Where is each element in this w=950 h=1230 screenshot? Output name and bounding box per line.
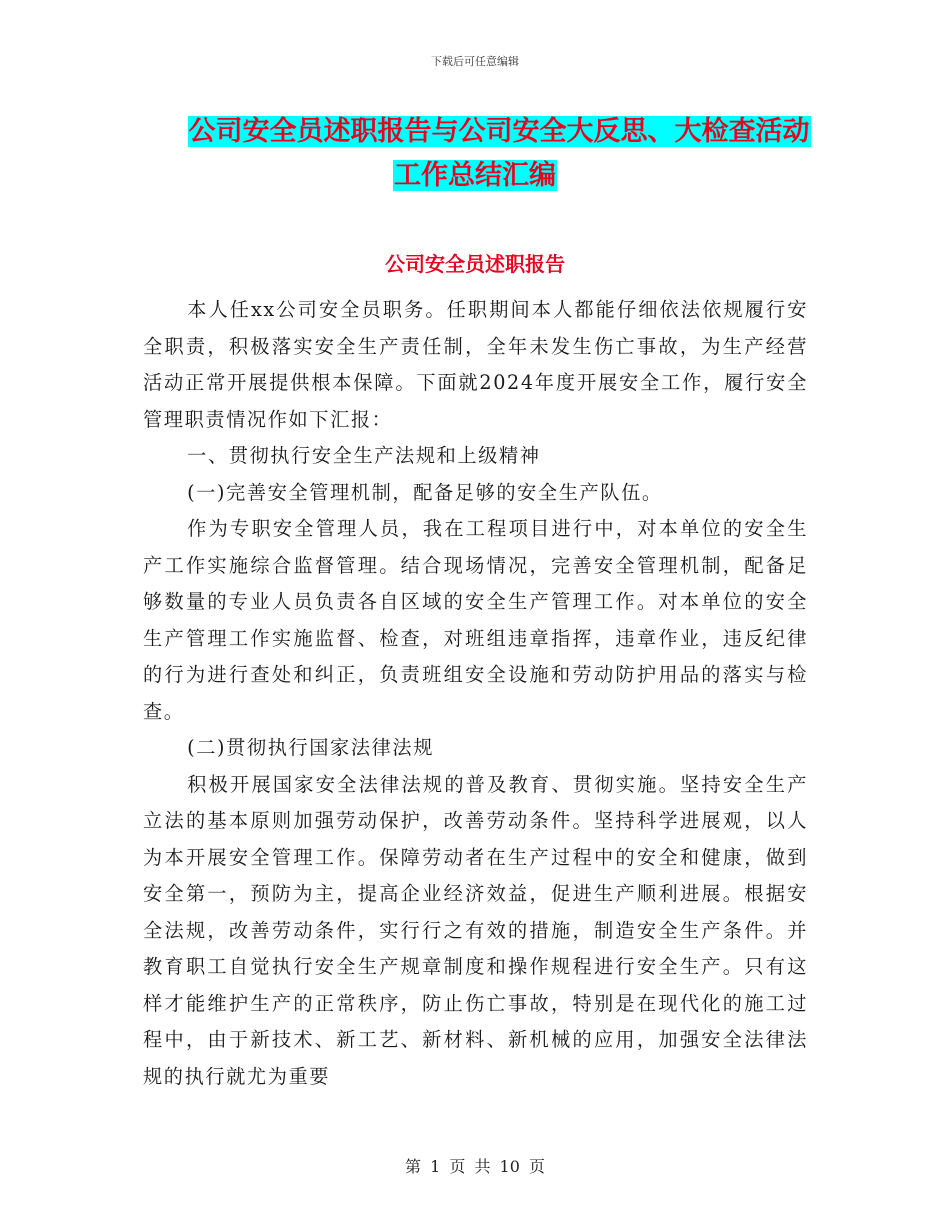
paragraph: 本人任xx公司安全员职务。任职期间本人都能仔细依法依规履行安全职责，积极落实安全生产责任制，全年未发生伤亡事故，为生产经营活动正常开展提供根本保障。下面就2024年度开展安全工作，履行安全管理职责情况作如下汇报：	[143, 298, 808, 431]
title-line-1: 公司安全员述职报告与公司安全大反思、大检查活动	[188, 116, 810, 147]
subheading-1: (一)完善安全管理机制，配备足够的安全生产队伍。	[187, 480, 663, 504]
header-note: 下载后可任意编辑	[431, 55, 519, 68]
paragraph: 积极开展国家安全法律法规的普及教育、贯彻实施。坚持安全生产立法的基本原则加强劳动保护，改善劳动条件。坚持科学进展观，以人为本开展安全管理工作。保障劳动者在生产过程中的安全和健康，做到安全第一，预防为主，提高企业经济效益，促进生产顺利进展。根据安全法规，改善劳动条件，实行行之有效的措施，制造安全生产条件。并教育职工自觉执行安全生产规章制度和操作规程进行安全生产。只有这样才能维护生产的正常秩序，防止伤亡事故，特别是在现代化的施工过程中，由于新技术、新工艺、新材料、新机械的应用，加强安全法律法规的执行就尤为重要	[143, 772, 808, 1088]
heading-1: 一、贯彻执行安全生产法规和上级精神	[187, 444, 541, 467]
document-title	[0, 110, 950, 198]
section-title: 公司安全员述职报告	[385, 252, 565, 276]
paragraph: 作为专职安全管理人员，我在工程项目进行中，对本单位的安全生产工作实施综合监督管理。结合现场情况，完善安全管理机制，配备足够数量的专业人员负责各自区域的安全生产管理工作。对本单位的安全生产管理工作实施监督、检查，对班组违章指挥，违章作业，违反纪律的行为进行查处和纠正，负责班组安全设施和劳动防护用品的落实与检查。	[143, 517, 808, 723]
document-body	[143, 292, 808, 1095]
subheading-2: (二)贯彻执行国家法律法规	[187, 736, 434, 759]
page-footer: 第 1 页 共 10 页	[405, 1157, 545, 1176]
title-line-2: 工作总结汇编	[394, 160, 556, 191]
